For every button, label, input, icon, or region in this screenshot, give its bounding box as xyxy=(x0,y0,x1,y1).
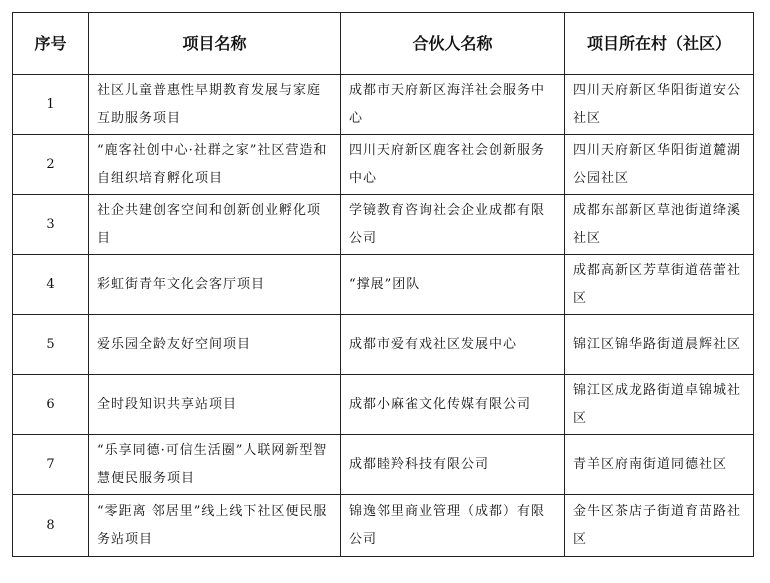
row-no: 8 xyxy=(13,495,89,557)
table-row xyxy=(13,75,754,135)
row-no: 1 xyxy=(13,75,89,135)
header-no: 序号 xyxy=(13,13,89,75)
row-partner: 成都市爱有戏社区发展中心 xyxy=(341,315,565,375)
row-partner: 四川天府新区鹿客社会创新服务中心 xyxy=(341,135,565,195)
table-row xyxy=(13,135,754,195)
row-partner: 成都小麻雀文化传媒有限公司 xyxy=(341,375,565,435)
row-project: 社区儿童普惠性早期教育发展与家庭互助服务项目 xyxy=(89,75,341,135)
row-community: 四川天府新区华阳街道安公社区 xyxy=(565,75,754,135)
table-row xyxy=(13,195,754,255)
row-community: 青羊区府南街道同德社区 xyxy=(565,435,754,495)
row-partner: 锦逸邻里商业管理（成都）有限公司 xyxy=(341,495,565,557)
table-row xyxy=(13,255,754,315)
row-partner: “撑展”团队 xyxy=(341,255,565,315)
row-community: 金牛区茶店子街道育苗路社区 xyxy=(565,495,754,557)
row-no: 3 xyxy=(13,195,89,255)
row-no: 2 xyxy=(13,135,89,195)
header-project: 项目名称 xyxy=(89,13,341,75)
header-row xyxy=(13,13,754,75)
row-project: 社企共建创客空间和创新创业孵化项目 xyxy=(89,195,341,255)
row-community: 成都高新区芳草街道蓓蕾社区 xyxy=(565,255,754,315)
project-table xyxy=(12,12,754,557)
row-community: 成都东部新区草池街道绛溪社区 xyxy=(565,195,754,255)
row-project: “零距离 邻居里”线上线下社区便民服务站项目 xyxy=(89,495,341,557)
row-project: 彩虹街青年文化会客厅项目 xyxy=(89,255,341,315)
row-no: 4 xyxy=(13,255,89,315)
row-partner: 成都市天府新区海洋社会服务中心 xyxy=(341,75,565,135)
row-project: “乐享同德·可信生活圈”人联网新型智慧便民服务项目 xyxy=(89,435,341,495)
header-partner: 合伙人名称 xyxy=(341,13,565,75)
row-project: 爱乐园全龄友好空间项目 xyxy=(89,315,341,375)
row-partner: 学镜教育咨询社会企业成都有限公司 xyxy=(341,195,565,255)
header-community: 项目所在村（社区） xyxy=(565,13,754,75)
table-row xyxy=(13,315,754,375)
row-community: 四川天府新区华阳街道麓湖公园社区 xyxy=(565,135,754,195)
row-no: 7 xyxy=(13,435,89,495)
table-row xyxy=(13,375,754,435)
table-row xyxy=(13,495,754,557)
row-no: 6 xyxy=(13,375,89,435)
row-project: “鹿客社创中心·社群之家”社区营造和自组织培育孵化项目 xyxy=(89,135,341,195)
row-project: 全时段知识共享站项目 xyxy=(89,375,341,435)
row-partner: 成都睦羚科技有限公司 xyxy=(341,435,565,495)
row-no: 5 xyxy=(13,315,89,375)
row-community: 锦江区成龙路街道卓锦城社区 xyxy=(565,375,754,435)
table-row xyxy=(13,435,754,495)
row-community: 锦江区锦华路街道晨辉社区 xyxy=(565,315,754,375)
